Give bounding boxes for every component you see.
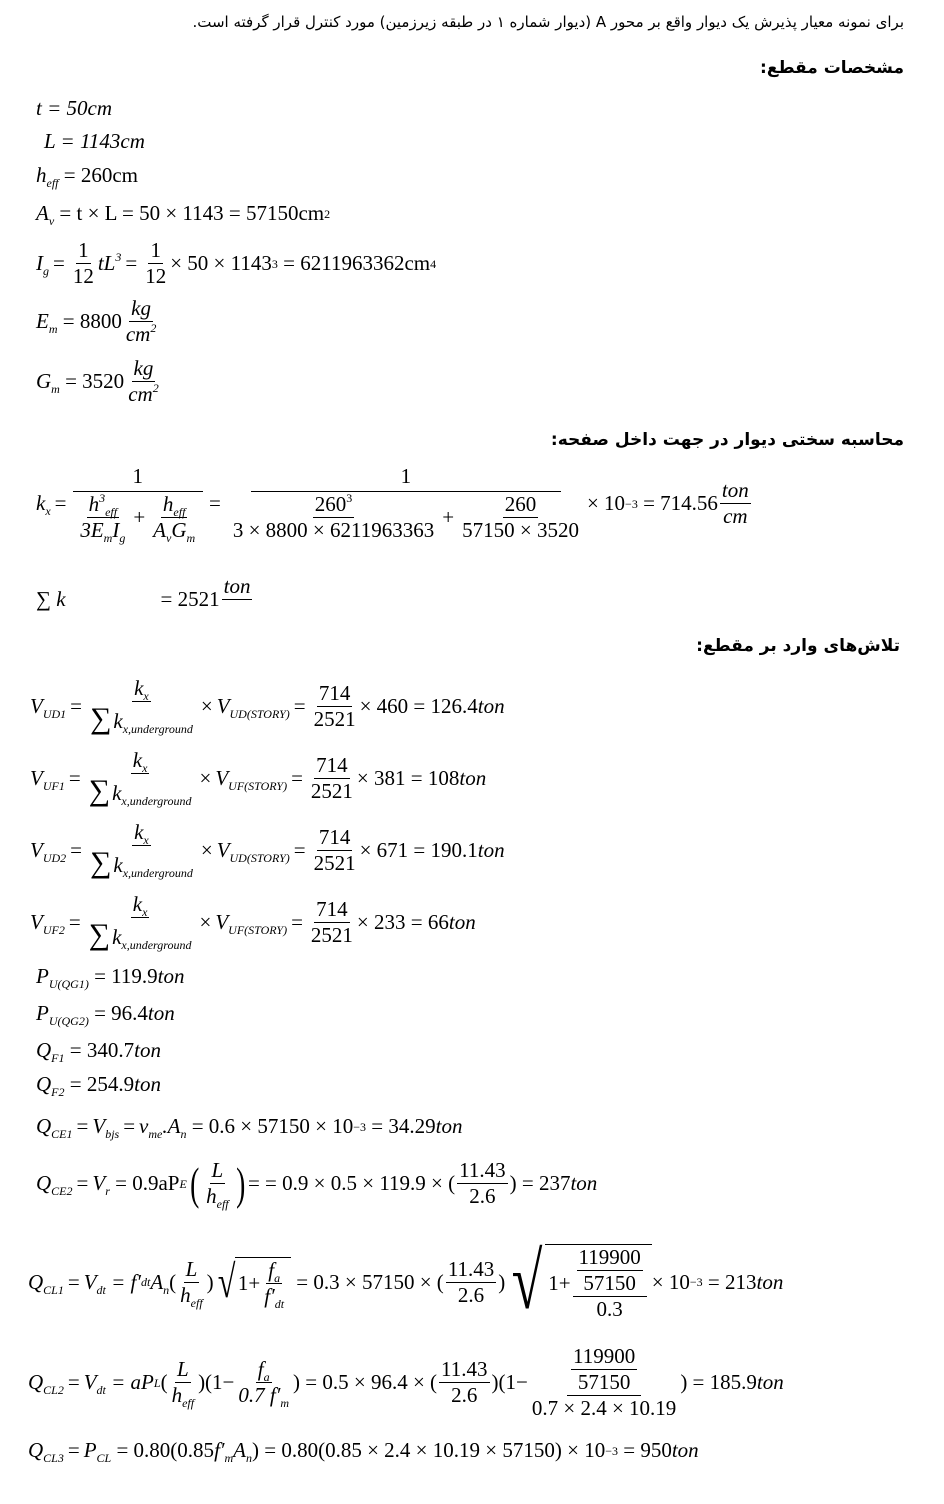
section-properties-heading: مشخصات مقطع: [760,58,904,78]
eq-qce1: $Q_{CE1}$ = $V_{bjs}$ = $v_{me}.A_n$ = 0.6 × 57150 × 10 −3 = 34.29 ton [36,1114,463,1141]
eq-kx: $k_x$ = 1 $\frac{h^3_{eff}}{3E_mI_g}$ + $\frac{h_{eff}}{A_vG_m}$ = 1 $\frac{260^3}{3 \times 8800 \times 6211963363}$ + $\frac{260}{57150 \times 3520}$ × 10 −3 = 714.56 $\frac{\text{ton}}{cm}$ [36,464,749,545]
eq-pu1: $P_{U(QG1)}$ = 119.9 ton [36,964,185,991]
stiff-multiplier: × 10 [586,491,626,515]
t-value: t = 50cm [36,96,112,120]
eq-em: $E_m$ = 8800 $\frac{kg}{cm^2}$ [36,296,157,346]
stiff-denom-a: 260 [314,492,347,516]
gm-value: = 3520 [65,369,125,393]
eq-qce2: $Q_{CE2}$ = $V_r$ = 0.9aP E ( $\frac{L}{h_{eff}}$ ) = = 0.9 × 0.5 × 119.9 × ( $\frac{11.43}{2.6}$ ) = 237 ton [36,1157,598,1211]
stiffness-heading: محاسبه سختی دیوار در جهت داخل صفحه: [550,430,904,450]
stiff-denom-b: 3 × 8800 × 6211963363 [232,518,435,542]
eq-force-ud1: $V_{UD1}$ = $\frac{k_x}{\sum k_{x,underground}}$ × $V_{UD(STORY)}$ = $\frac{714}{2521}$ × 460 = 126.4 ton [30,676,505,736]
eq-qcl1: $Q_{CL1}$ = $V_{dt}$ = f′ dt $A_n$ ( $\frac{L}{h_{eff}}$ ) √ 1+ $\frac{f_a}{f'_{dt}}$ = 0.3 × 57150 × ( $\frac{11.43}{2.6}$ ) √ 1+ $\frac{\frac{119900}{57150}}{0.3}$ × 10 −3 = 213 ton [28,1238,784,1326]
intro-text: برای نمونه معیار پذیرش یک دیوار واقع بر محور A (دیوار شماره ۱ در طبقه زیرزمین) مورد کنترل قرار گرفته است. [192,13,904,31]
sum-k-label: ∑ k [36,587,66,611]
ig-expression: × 50 × 1143 [170,251,272,275]
eq-length [44,131,145,152]
sum-k-value: = 2521 [160,587,220,611]
eq-sum-k: ∑ k = 2521 ton [36,574,251,611]
em-value: = 8800 [62,309,122,333]
eq-qcl2: $Q_{CL2}$ = $V_{dt}$ = aP L ( $\frac{L}{h_{eff}}$ )(1− $\frac{f_a}{0.7 f'_m}$ ) = 0.5 × 96.4 × ( $\frac{11.43}{2.6}$ )(1− $\frac{\frac{119900}{57150}}{0.7 \times 2.4 \times 10.19}$ ) = 185.9 ton [28,1344,784,1420]
eq-pu2: $P_{U(QG2)}$ = 96.4 ton [36,1001,175,1028]
forces-heading: تلاش‌های وارد بر مقطع: [696,636,900,656]
eq-qf2: $Q_{F2}$ = 254.9 ton [36,1072,161,1099]
eq-ig: $I_g$ = $\frac{1}{12}$ $tL^3$ = $\frac{1}{12}$ × 50 × 1143 3 = 6211963362cm 4 [36,238,437,288]
l-value: L = 1143cm [44,129,145,153]
eq-force-uf2: $V_{UF2}$ = $\frac{k_x}{\sum k_{x,underground}}$ × $V_{UF(STORY)}$ = $\frac{714}{2521}$ × 233 = 66 ton [30,892,476,952]
kx-value: = 714.56 [643,491,718,515]
eq-qf1: $Q_{F1}$ = 340.7 ton [36,1038,161,1065]
stiff-denom-d: 57150 × 3520 [462,518,579,542]
stiff-denom-c: 260 [504,492,537,516]
eq-force-ud2: $V_{UD2}$ = $\frac{k_x}{\sum k_{x,underground}}$ × $V_{UD(STORY)}$ = $\frac{714}{2521}$ × 671 = 190.1 ton [30,820,505,880]
eq-thickness [36,98,112,119]
eq-qcl3: $Q_{CL3}$ = $P_{CL}$ = 0.80(0.85 $f'_mA_n$ ) = 0.80(0.85 × 2.4 × 10.19 × 57150) × 10 −3 = 950 ton [28,1438,699,1465]
av-value: = t × L = 50 × 1143 = 57150cm [59,201,325,225]
eq-force-uf1: $V_{UF1}$ = $\frac{k_x}{\sum k_{x,underground}}$ × $V_{UF(STORY)}$ = $\frac{714}{2521}$ × 381 = 108 ton [30,748,487,808]
eq-av: $A_v$ = t × L = 50 × 1143 = 57150cm 2 [36,201,331,228]
ig-result: = 6211963362cm [283,251,431,275]
heff-value: = 260cm [63,163,138,187]
eq-heff: $h_{eff}$ = 260cm [36,163,138,190]
eq-gm: $G_m$ = 3520 $\frac{kg}{cm^2}$ [36,356,159,406]
